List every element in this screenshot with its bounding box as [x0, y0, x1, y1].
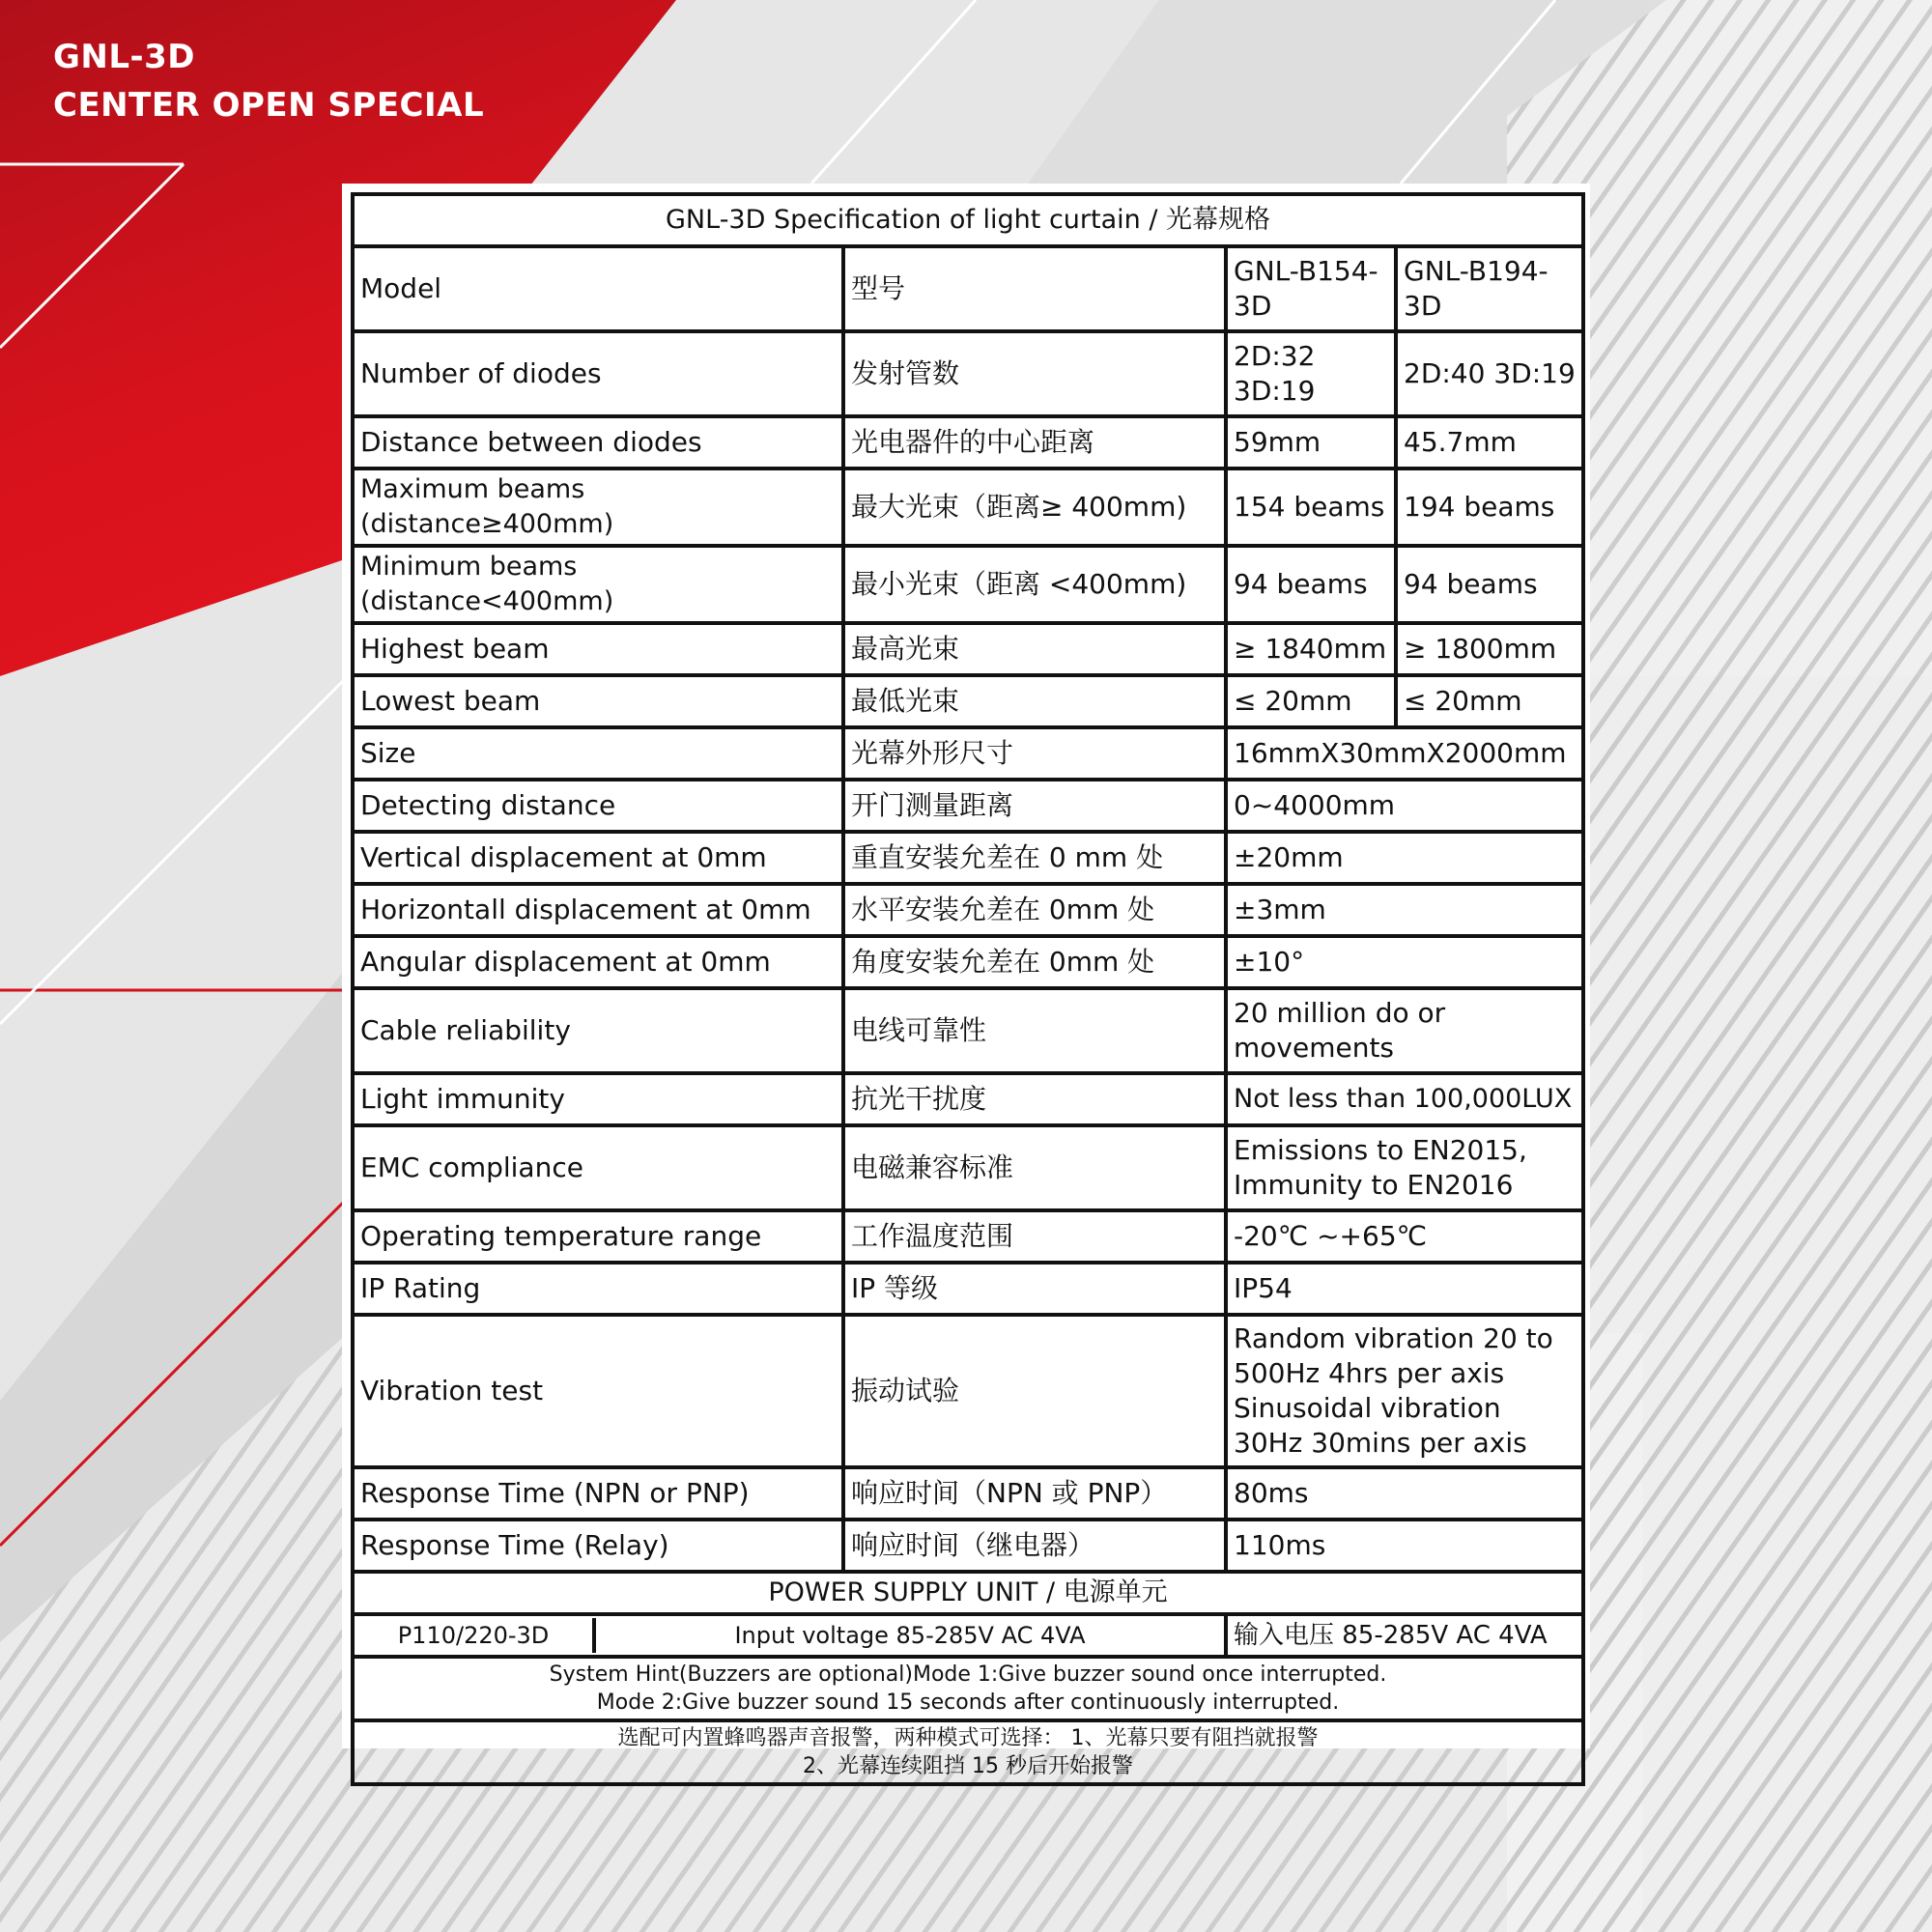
table-title-row — [353, 194, 1583, 246]
table-row — [353, 623, 1583, 675]
value-b: 194 beams — [1396, 469, 1583, 546]
row-label-zh: 光幕外形尺寸 — [843, 727, 1226, 780]
model-a: GNL-B154-3D — [1226, 246, 1396, 331]
note-en-line1: System Hint(Buzzers are optional)Mode 1:Give buzzer sound once interrupted. — [549, 1662, 1387, 1687]
model-b: GNL-B194-3D — [1396, 246, 1583, 331]
row-label-en: Minimum beams (distance<400mm) — [353, 546, 843, 623]
system-hint — [353, 1657, 1583, 1720]
table-row — [353, 546, 1583, 623]
table-row — [353, 832, 1583, 884]
table-row — [353, 1467, 1583, 1520]
value: Random vibration 20 to 500Hz 4hrs per axis Sinusoidal vibration 30Hz 30mins per axis — [1226, 1315, 1583, 1467]
value-a: ≤ 20mm — [1226, 675, 1396, 727]
value: Emissions to EN2015, Immunity to EN2016 — [1226, 1125, 1583, 1210]
row-label-en: Vibration test — [353, 1315, 843, 1467]
table-row — [353, 936, 1583, 988]
row-label-zh: 角度安装允差在 0mm 处 — [843, 936, 1226, 988]
table-row — [353, 1263, 1583, 1315]
row-label-zh: 发射管数 — [843, 331, 1226, 416]
psu-left — [353, 1614, 1226, 1657]
table-row — [353, 469, 1583, 546]
table-row — [353, 1315, 1583, 1467]
row-label-zh: 电线可靠性 — [843, 988, 1226, 1073]
row-label-en: Vertical displacement at 0mm — [353, 832, 843, 884]
row-label-zh: 电磁兼容标准 — [843, 1125, 1226, 1210]
row-label-zh: 光电器件的中心距离 — [843, 416, 1226, 469]
row-label-zh: 响应时间（NPN 或 PNP） — [843, 1467, 1226, 1520]
value: Not less than 100,000LUX — [1226, 1073, 1583, 1125]
psu-title-row — [353, 1572, 1583, 1614]
row-label-zh: 响应时间（继电器） — [843, 1520, 1226, 1572]
row-label-zh: 最高光束 — [843, 623, 1226, 675]
value: 110ms — [1226, 1520, 1583, 1572]
value-b: 94 beams — [1396, 546, 1583, 623]
value-a: 2D:32 3D:19 — [1226, 331, 1396, 416]
row-label-en: Lowest beam — [353, 675, 843, 727]
table-row — [353, 727, 1583, 780]
row-label-zh: 重直安装允差在 0 mm 处 — [843, 832, 1226, 884]
row-label-en: Cable reliability — [353, 988, 843, 1073]
psu-title: POWER SUPPLY UNIT / 电源单元 — [353, 1572, 1583, 1614]
value-a: 94 beams — [1226, 546, 1396, 623]
table-row — [353, 988, 1583, 1073]
note-row-zh — [353, 1720, 1583, 1784]
row-label-en: EMC compliance — [353, 1125, 843, 1210]
value: ±20mm — [1226, 832, 1583, 884]
table-row — [353, 416, 1583, 469]
table-row — [353, 1073, 1583, 1125]
table-row — [353, 1210, 1583, 1263]
row-label-zh: 最大光束（距离≥ 400mm) — [843, 469, 1226, 546]
value-b: 45.7mm — [1396, 416, 1583, 469]
row-label-en: IP Rating — [353, 1263, 843, 1315]
row-label-en: Detecting distance — [353, 780, 843, 832]
value: -20℃ ~+65℃ — [1226, 1210, 1583, 1263]
table-row — [353, 675, 1583, 727]
brand-title-line2: CENTER OPEN SPECIAL — [53, 86, 485, 125]
row-label-en: Distance between diodes — [353, 416, 843, 469]
value: ±3mm — [1226, 884, 1583, 936]
row-label-en: Light immunity — [353, 1073, 843, 1125]
row-label-zh: 抗光干扰度 — [843, 1073, 1226, 1125]
row-label-en: Angular displacement at 0mm — [353, 936, 843, 988]
value-b: 2D:40 3D:19 — [1396, 331, 1583, 416]
row-label-zh: 工作温度范围 — [843, 1210, 1226, 1263]
row-label-en: Highest beam — [353, 623, 843, 675]
value: ±10° — [1226, 936, 1583, 988]
value-a: 154 beams — [1226, 469, 1396, 546]
table-row — [353, 246, 1583, 331]
row-label-en: Maximum beams (distance≥400mm) — [353, 469, 843, 546]
note-row-en — [353, 1657, 1583, 1720]
psu-row — [353, 1614, 1583, 1657]
brand-title-line1: GNL-3D — [53, 38, 196, 76]
spec-table — [351, 192, 1585, 1786]
row-label-zh: 振动试验 — [843, 1315, 1226, 1467]
table-row — [353, 1125, 1583, 1210]
table-row — [353, 331, 1583, 416]
row-label-zh: 最小光束（距离 <400mm) — [843, 546, 1226, 623]
row-label-en: Response Time (Relay) — [353, 1520, 843, 1572]
row-label-zh: IP 等级 — [843, 1263, 1226, 1315]
value-a: ≥ 1840mm — [1226, 623, 1396, 675]
row-label-en: Response Time (NPN or PNP) — [353, 1467, 843, 1520]
row-label-zh: 最低光束 — [843, 675, 1226, 727]
row-label-zh: 型号 — [843, 246, 1226, 331]
note-zh-line1: 选配可内置蜂鸣器声音报警，两种模式可选择： 1、光幕只要有阻挡就报警 — [617, 1726, 1319, 1750]
psu-input-zh: 输入电压 85-285V AC 4VA — [1226, 1614, 1583, 1657]
row-label-zh: 水平安装允差在 0mm 处 — [843, 884, 1226, 936]
value: 80ms — [1226, 1467, 1583, 1520]
note-zh-line2: 2、光幕连续阻挡 15 秒后开始报警 — [803, 1754, 1133, 1778]
value-b: ≤ 20mm — [1396, 675, 1583, 727]
value-b: ≥ 1800mm — [1396, 623, 1583, 675]
psu-input-en: Input voltage 85-285V AC 4VA — [734, 1622, 1086, 1649]
row-label-en: Number of diodes — [353, 331, 843, 416]
note-en-line2: Mode 2:Give buzzer sound 15 seconds after continuously interrupted. — [596, 1690, 1340, 1715]
value: 0~4000mm — [1226, 780, 1583, 832]
row-label-en: Size — [353, 727, 843, 780]
row-label-zh: 开门测量距离 — [843, 780, 1226, 832]
value: 16mmX30mmX2000mm — [1226, 727, 1583, 780]
table-row — [353, 1520, 1583, 1572]
spec-title: GNL-3D Specification of light curtain / 光幕规格 — [353, 194, 1583, 246]
value-a: 59mm — [1226, 416, 1396, 469]
table-row — [353, 884, 1583, 936]
value: IP54 — [1226, 1263, 1583, 1315]
psu-model: P110/220-3D — [355, 1618, 596, 1653]
spec-sheet — [342, 184, 1590, 1778]
row-label-en: Model — [353, 246, 843, 331]
table-row — [353, 780, 1583, 832]
row-label-en: Operating temperature range — [353, 1210, 843, 1263]
value: 20 million do or movements — [1226, 988, 1583, 1073]
brand-title — [53, 33, 484, 129]
system-hint-zh — [353, 1720, 1583, 1784]
row-label-en: Horizontall displacement at 0mm — [353, 884, 843, 936]
